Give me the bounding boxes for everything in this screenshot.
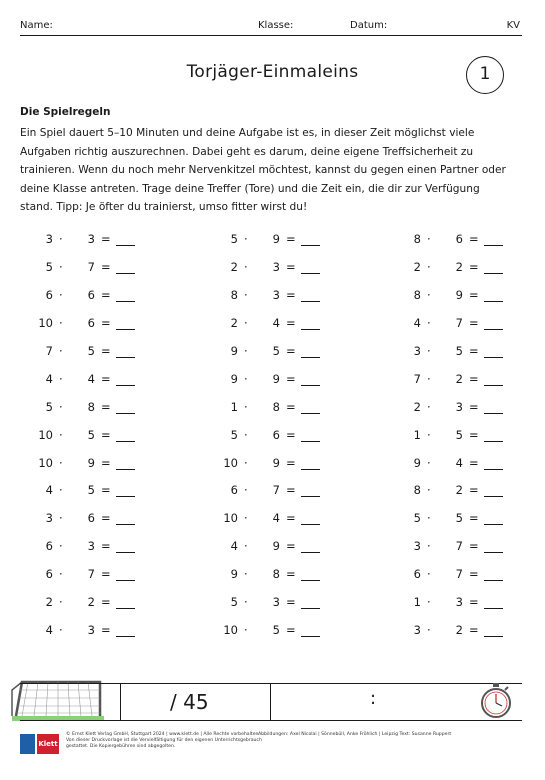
factor-b: 7 <box>455 567 463 582</box>
factor-b: 5 <box>455 427 463 442</box>
answer-blank[interactable] <box>116 580 135 581</box>
factor-a: 10 <box>38 455 53 470</box>
multiply-sign: · <box>59 399 63 414</box>
factor-a: 2 <box>230 315 238 330</box>
task-row <box>398 260 538 288</box>
factor-a: 7 <box>45 343 53 358</box>
kv-label: KV <box>506 20 520 31</box>
answer-blank[interactable] <box>484 413 503 414</box>
factor-a: 9 <box>230 371 238 386</box>
multiply-sign: · <box>244 287 248 302</box>
equals-sign: = <box>286 483 296 498</box>
answer-blank[interactable] <box>484 245 503 246</box>
multiply-sign: · <box>427 287 431 302</box>
factor-b: 3 <box>455 399 463 414</box>
answer-blank[interactable] <box>116 245 135 246</box>
task-column-2 <box>215 232 355 651</box>
task-row <box>215 316 355 344</box>
task-row <box>398 372 538 400</box>
answer-blank[interactable] <box>301 552 320 553</box>
multiply-sign: · <box>59 343 63 358</box>
equals-sign: = <box>101 399 111 414</box>
answer-blank[interactable] <box>116 329 135 330</box>
factor-b: 5 <box>455 511 463 526</box>
multiply-sign: · <box>427 315 431 330</box>
answer-blank[interactable] <box>301 301 320 302</box>
equals-sign: = <box>469 539 479 554</box>
answer-blank[interactable] <box>301 580 320 581</box>
task-row <box>30 260 170 288</box>
sheet-number-badge: 1 <box>466 56 504 94</box>
task-row <box>215 567 355 595</box>
factor-b: 6 <box>272 427 280 442</box>
multiply-sign: · <box>59 232 63 246</box>
equals-sign: = <box>286 623 296 638</box>
factor-a: 6 <box>45 287 53 302</box>
factor-b: 3 <box>455 595 463 610</box>
answer-blank[interactable] <box>301 524 320 525</box>
multiply-sign: · <box>244 567 248 582</box>
task-column-3 <box>398 232 538 651</box>
task-row <box>30 372 170 400</box>
answer-blank[interactable] <box>484 608 503 609</box>
equals-sign: = <box>469 315 479 330</box>
factor-b: 6 <box>87 315 95 330</box>
equals-sign: = <box>286 232 296 246</box>
task-row <box>215 232 355 260</box>
multiply-sign: · <box>427 399 431 414</box>
klett-logo-mark <box>20 734 35 754</box>
answer-blank[interactable] <box>116 301 135 302</box>
multiply-sign: · <box>427 511 431 526</box>
factor-a: 6 <box>230 483 238 498</box>
score-divider <box>270 684 271 720</box>
task-row <box>30 316 170 344</box>
factor-a: 2 <box>413 259 421 274</box>
answer-blank[interactable] <box>116 413 135 414</box>
factor-a: 10 <box>223 623 238 638</box>
factor-b: 7 <box>455 315 463 330</box>
factor-b: 9 <box>87 455 95 470</box>
stopwatch-icon <box>478 682 514 720</box>
factor-b: 3 <box>272 259 280 274</box>
equals-sign: = <box>286 315 296 330</box>
equals-sign: = <box>469 427 479 442</box>
answer-blank[interactable] <box>301 496 320 497</box>
page-title: Torjäger-Einmaleins <box>186 62 359 82</box>
factor-b: 4 <box>455 455 463 470</box>
factor-b: 5 <box>87 343 95 358</box>
task-column-1 <box>30 232 170 651</box>
answer-blank[interactable] <box>116 441 135 442</box>
factor-b: 5 <box>272 343 280 358</box>
answer-blank[interactable] <box>301 245 320 246</box>
factor-b: 4 <box>272 511 280 526</box>
answer-blank[interactable] <box>301 608 320 609</box>
multiply-sign: · <box>244 343 248 358</box>
datum-label: Datum: <box>350 20 388 31</box>
factor-b: 3 <box>87 232 95 246</box>
factor-a: 3 <box>45 511 53 526</box>
answer-blank[interactable] <box>484 524 503 525</box>
factor-b: 9 <box>272 232 280 246</box>
time-separator: : <box>370 688 377 709</box>
score-divider <box>120 684 121 720</box>
equals-sign: = <box>469 371 479 386</box>
multiply-sign: · <box>427 371 431 386</box>
multiply-sign: · <box>59 259 63 274</box>
multiply-sign: · <box>59 483 63 498</box>
equals-sign: = <box>101 567 111 582</box>
factor-a: 4 <box>230 539 238 554</box>
equals-sign: = <box>469 511 479 526</box>
equals-sign: = <box>101 483 111 498</box>
equals-sign: = <box>101 371 111 386</box>
factor-a: 7 <box>413 371 421 386</box>
task-row <box>215 483 355 511</box>
factor-b: 2 <box>455 623 463 638</box>
answer-blank[interactable] <box>484 469 503 470</box>
answer-blank[interactable] <box>484 329 503 330</box>
multiply-sign: · <box>244 427 248 442</box>
multiply-sign: · <box>427 623 431 638</box>
factor-b: 8 <box>272 567 280 582</box>
task-row <box>215 511 355 539</box>
equals-sign: = <box>101 455 111 470</box>
multiply-sign: · <box>427 595 431 610</box>
factor-b: 5 <box>455 343 463 358</box>
copyright-text: © Ernst Klett Verlag GmbH, Stuttgart 2024 | www.klett.de | Alle Rechte vorbehalten. Von dieser Druckvorlage ist die Vervielfältigung für den eigenen Unterrichtsgebrauch gestattet. Die Kopiergebühren sind abgegolten. <box>66 732 262 749</box>
task-row <box>30 511 170 539</box>
task-row <box>30 456 170 484</box>
task-row <box>398 511 538 539</box>
answer-blank[interactable] <box>301 636 320 637</box>
factor-b: 2 <box>455 371 463 386</box>
answer-blank[interactable] <box>301 469 320 470</box>
task-row <box>398 344 538 372</box>
answer-blank[interactable] <box>484 273 503 274</box>
multiply-sign: · <box>59 595 63 610</box>
answer-blank[interactable] <box>484 552 503 553</box>
factor-a: 5 <box>413 511 421 526</box>
answer-blank[interactable] <box>116 636 135 637</box>
multiply-sign: · <box>59 623 63 638</box>
factor-b: 9 <box>272 539 280 554</box>
multiply-sign: · <box>244 483 248 498</box>
multiply-sign: · <box>427 259 431 274</box>
equals-sign: = <box>286 287 296 302</box>
multiply-sign: · <box>244 371 248 386</box>
factor-a: 3 <box>45 232 53 246</box>
factor-a: 10 <box>223 511 238 526</box>
factor-a: 2 <box>230 259 238 274</box>
task-row <box>30 623 170 651</box>
multiply-sign: · <box>244 595 248 610</box>
task-row <box>30 288 170 316</box>
multiply-sign: · <box>59 287 63 302</box>
factor-b: 8 <box>272 399 280 414</box>
multiply-sign: · <box>244 455 248 470</box>
task-row <box>215 428 355 456</box>
factor-a: 1 <box>413 427 421 442</box>
factor-b: 6 <box>87 511 95 526</box>
task-columns <box>0 232 545 652</box>
multiply-sign: · <box>427 483 431 498</box>
page-footer <box>20 732 522 760</box>
task-row <box>30 539 170 567</box>
equals-sign: = <box>101 595 111 610</box>
multiply-sign: · <box>244 315 248 330</box>
answer-blank[interactable] <box>301 357 320 358</box>
answer-blank[interactable] <box>116 469 135 470</box>
multiply-sign: · <box>59 315 63 330</box>
multiply-sign: · <box>427 567 431 582</box>
factor-b: 9 <box>455 287 463 302</box>
factor-a: 3 <box>413 623 421 638</box>
task-row <box>30 595 170 623</box>
factor-a: 10 <box>38 427 53 442</box>
task-row <box>215 260 355 288</box>
equals-sign: = <box>469 623 479 638</box>
factor-a: 5 <box>230 427 238 442</box>
equals-sign: = <box>469 399 479 414</box>
factor-a: 4 <box>45 371 53 386</box>
equals-sign: = <box>469 343 479 358</box>
factor-a: 8 <box>413 232 421 246</box>
factor-b: 6 <box>87 287 95 302</box>
task-row <box>398 316 538 344</box>
answer-blank[interactable] <box>301 385 320 386</box>
task-row <box>215 539 355 567</box>
task-row <box>215 344 355 372</box>
task-row <box>30 344 170 372</box>
answer-blank[interactable] <box>116 357 135 358</box>
multiply-sign: · <box>59 511 63 526</box>
answer-blank[interactable] <box>484 441 503 442</box>
factor-a: 5 <box>230 232 238 246</box>
multiply-sign: · <box>244 539 248 554</box>
factor-a: 10 <box>223 455 238 470</box>
answer-blank[interactable] <box>484 301 503 302</box>
factor-b: 7 <box>87 259 95 274</box>
equals-sign: = <box>101 623 111 638</box>
task-row <box>215 595 355 623</box>
answer-blank[interactable] <box>116 496 135 497</box>
equals-sign: = <box>286 371 296 386</box>
factor-a: 8 <box>413 483 421 498</box>
factor-a: 6 <box>45 567 53 582</box>
equals-sign: = <box>286 539 296 554</box>
task-row <box>398 232 538 260</box>
answer-blank[interactable] <box>484 580 503 581</box>
rules-text: Ein Spiel dauert 5–10 Minuten und deine Aufgabe ist es, in dieser Zeit möglichst viele Aufgaben richtig auszurechnen. Dabei geht es darum, deine eigene Treffsicherheit zu trainieren. Wenn du noch mehr Nervenkitzel möchtest, kannst du gegen einen Partner oder deine Klasse antreten. Trage deine Treffer (Tore) und die Zeit ein, die dir zur Verfügung stand. Tipp: Je öfter du trainierst, umso fitter wirst du! <box>20 127 506 213</box>
multiply-sign: · <box>244 511 248 526</box>
factor-a: 4 <box>413 315 421 330</box>
equals-sign: = <box>469 483 479 498</box>
task-row <box>30 400 170 428</box>
multiply-sign: · <box>427 455 431 470</box>
task-row <box>398 288 538 316</box>
answer-blank[interactable] <box>116 524 135 525</box>
equals-sign: = <box>101 511 111 526</box>
worksheet-header <box>20 18 522 36</box>
equals-sign: = <box>286 427 296 442</box>
factor-b: 3 <box>272 595 280 610</box>
factor-b: 3 <box>272 287 280 302</box>
equals-sign: = <box>101 315 111 330</box>
equals-sign: = <box>101 232 111 246</box>
answer-blank[interactable] <box>484 636 503 637</box>
factor-a: 8 <box>413 287 421 302</box>
task-row <box>398 623 538 651</box>
task-row <box>398 539 538 567</box>
factor-b: 2 <box>455 483 463 498</box>
factor-a: 1 <box>413 595 421 610</box>
credits-text: Abbildungen: Axel Nicolai | Sönnebüll, Anke Fröhlich | Leipzig Text: Susanne Ruppert <box>258 732 452 737</box>
equals-sign: = <box>469 595 479 610</box>
factor-b: 9 <box>272 371 280 386</box>
equals-sign: = <box>101 427 111 442</box>
multiply-sign: · <box>59 371 63 386</box>
answer-blank[interactable] <box>301 273 320 274</box>
multiply-sign: · <box>244 623 248 638</box>
equals-sign: = <box>101 343 111 358</box>
equals-sign: = <box>469 455 479 470</box>
factor-b: 8 <box>87 399 95 414</box>
task-row <box>398 483 538 511</box>
factor-b: 3 <box>87 623 95 638</box>
factor-a: 6 <box>413 567 421 582</box>
factor-a: 5 <box>45 259 53 274</box>
multiply-sign: · <box>427 427 431 442</box>
task-row <box>398 595 538 623</box>
factor-a: 2 <box>413 399 421 414</box>
factor-b: 5 <box>272 623 280 638</box>
multiply-sign: · <box>244 232 248 246</box>
task-row <box>215 456 355 484</box>
task-row <box>398 567 538 595</box>
factor-b: 3 <box>87 539 95 554</box>
task-row <box>215 400 355 428</box>
factor-a: 1 <box>230 399 238 414</box>
task-row <box>30 483 170 511</box>
answer-blank[interactable] <box>484 357 503 358</box>
multiply-sign: · <box>427 343 431 358</box>
equals-sign: = <box>286 455 296 470</box>
name-label: Name: <box>20 20 53 31</box>
factor-b: 4 <box>272 315 280 330</box>
answer-blank[interactable] <box>484 496 503 497</box>
factor-a: 5 <box>45 399 53 414</box>
answer-blank[interactable] <box>116 608 135 609</box>
answer-blank[interactable] <box>116 385 135 386</box>
equals-sign: = <box>286 511 296 526</box>
multiply-sign: · <box>244 399 248 414</box>
task-row <box>398 400 538 428</box>
factor-b: 5 <box>87 483 95 498</box>
factor-b: 7 <box>87 567 95 582</box>
equals-sign: = <box>286 595 296 610</box>
answer-blank[interactable] <box>116 552 135 553</box>
task-row <box>215 623 355 651</box>
multiply-sign: · <box>244 259 248 274</box>
factor-a: 3 <box>413 343 421 358</box>
equals-sign: = <box>286 343 296 358</box>
factor-a: 4 <box>45 483 53 498</box>
factor-a: 10 <box>38 315 53 330</box>
equals-sign: = <box>101 259 111 274</box>
factor-a: 9 <box>230 567 238 582</box>
equals-sign: = <box>469 232 479 246</box>
factor-a: 6 <box>45 539 53 554</box>
equals-sign: = <box>286 399 296 414</box>
klasse-label: Klasse: <box>258 20 294 31</box>
task-row <box>30 232 170 260</box>
equals-sign: = <box>469 567 479 582</box>
score-bar <box>20 683 522 721</box>
factor-a: 8 <box>230 287 238 302</box>
factor-a: 3 <box>413 539 421 554</box>
multiply-sign: · <box>427 539 431 554</box>
klett-logo <box>20 734 60 754</box>
task-row <box>215 372 355 400</box>
factor-b: 6 <box>455 232 463 246</box>
equals-sign: = <box>469 259 479 274</box>
multiply-sign: · <box>59 455 63 470</box>
task-row <box>30 428 170 456</box>
klett-logo-text: Klett <box>37 734 59 754</box>
factor-b: 4 <box>87 371 95 386</box>
factor-b: 5 <box>87 427 95 442</box>
answer-blank[interactable] <box>301 329 320 330</box>
factor-a: 9 <box>230 343 238 358</box>
equals-sign: = <box>286 567 296 582</box>
equals-sign: = <box>469 287 479 302</box>
score-total: / 45 <box>170 690 209 714</box>
rules-heading: Die Spielregeln <box>20 106 111 118</box>
answer-blank[interactable] <box>301 413 320 414</box>
equals-sign: = <box>101 287 111 302</box>
equals-sign: = <box>286 259 296 274</box>
task-row <box>398 456 538 484</box>
factor-b: 7 <box>455 539 463 554</box>
answer-blank[interactable] <box>116 273 135 274</box>
factor-a: 9 <box>413 455 421 470</box>
answer-blank[interactable] <box>301 441 320 442</box>
task-row <box>30 567 170 595</box>
factor-b: 2 <box>87 595 95 610</box>
factor-b: 7 <box>272 483 280 498</box>
factor-a: 2 <box>45 595 53 610</box>
multiply-sign: · <box>59 539 63 554</box>
multiply-sign: · <box>59 427 63 442</box>
equals-sign: = <box>101 539 111 554</box>
task-row <box>398 428 538 456</box>
multiply-sign: · <box>427 232 431 246</box>
multiply-sign: · <box>59 567 63 582</box>
factor-b: 9 <box>272 455 280 470</box>
factor-a: 5 <box>230 595 238 610</box>
factor-b: 2 <box>455 259 463 274</box>
task-row <box>215 288 355 316</box>
factor-a: 4 <box>45 623 53 638</box>
answer-blank[interactable] <box>484 385 503 386</box>
